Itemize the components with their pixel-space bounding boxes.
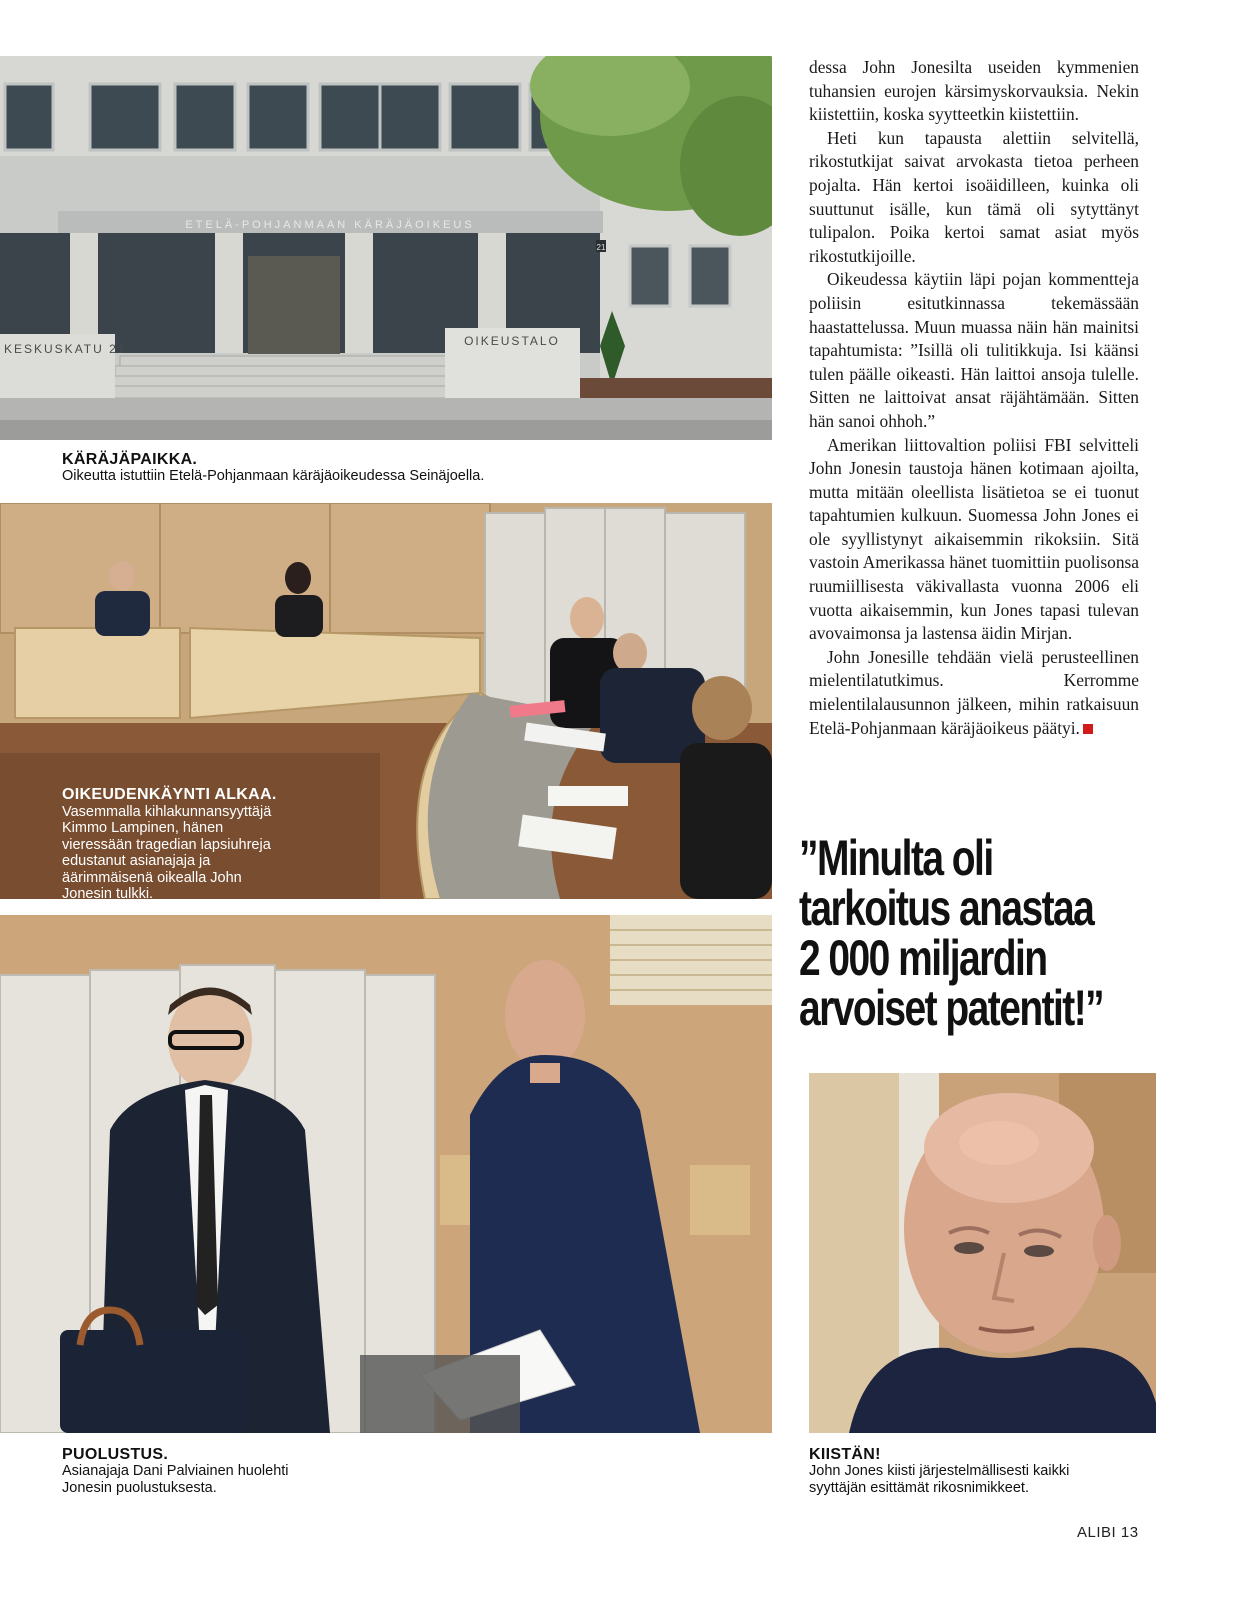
pull-quote	[799, 830, 1104, 1036]
building-sign: OIKEUSTALO	[464, 334, 560, 348]
caption-line: edustanut asianajaja ja	[62, 853, 211, 869]
courthouse-photo	[0, 56, 772, 440]
denial-caption	[809, 1446, 1169, 1497]
article-paragraph: Heti kun tapausta alettiin selvitellä, rikostutkijat saivat arvokasta tietoa perheen pojalta. Hän kertoi isoäidilleen, kuinka oli suuttunut isälle, kun tämä oli sytyttänyt tulipalon. Poika kertoi samat asiat myös rikostutkijoille.	[809, 127, 1139, 266]
courtroom-caption	[62, 787, 322, 903]
pull-quote-line: 2 000 miljardin	[799, 930, 1047, 986]
caption-line: vieressään tragedian lapsiuhreja	[62, 836, 271, 853]
caption-title: PUOLUSTUS.	[62, 1446, 169, 1463]
street-sign: KESKUSKATU 21	[4, 342, 127, 356]
defense-caption	[62, 1446, 402, 1497]
article-body	[809, 56, 1139, 740]
defense-photo	[0, 915, 772, 1433]
article-paragraph-last	[809, 646, 1139, 740]
caption-line: Kimmo Lampinen, hänen	[62, 820, 224, 836]
caption-title: KIISTÄN!	[809, 1446, 881, 1463]
caption-title: OIKEUDENKÄYNTI ALKAA.	[62, 786, 277, 803]
caption-line: Asianajaja Dani Palviainen huolehti	[62, 1463, 289, 1479]
article-paragraph: John Jonesille tehdään vielä perusteellinen mielentilatutkimus. Kerromme mielentilalausunnon jälkeen, mihin ratkaisuun Etelä-Pohjanmaan käräjäoikeus päätyi.	[809, 646, 1139, 738]
caption-text: Oikeutta istuttiin Etelä-Pohjanmaan käräjäoikeudessa Seinäjoella.	[62, 468, 485, 484]
caption-line: Jonesin puolustuksesta.	[62, 1480, 217, 1496]
house-number: 21	[596, 243, 606, 252]
caption-line: Jonesin tulkki.	[62, 886, 154, 902]
caption-line: äärimmäisenä oikealla John	[62, 869, 242, 886]
caption-line: syyttäjän esittämät rikosnimikkeet.	[809, 1480, 1029, 1496]
caption-line: Vasemmalla kihlakunnansyyttäjä	[62, 803, 272, 820]
caption-title: KÄRÄJÄPAIKKA.	[62, 451, 198, 468]
caption-line: John Jones kiisti järjestelmällisesti kaikki	[809, 1463, 1070, 1479]
pull-quote-line: ”Minulta oli	[799, 830, 993, 886]
end-mark-icon	[1083, 724, 1093, 734]
courthouse-sign: ETELÄ-POHJANMAAN KÄRÄJÄOIKEUS	[185, 219, 475, 231]
defendant-portrait-photo	[809, 1073, 1156, 1433]
article-paragraph: dessa John Jonesilta useiden kymmenien tuhansien eurojen kärsimyskorvauksia. Nekin kiistettiin, koska syytteetkin kiistettiin.	[809, 57, 1139, 125]
pull-quote-line: arvoiset patentit!”	[799, 980, 1104, 1036]
courthouse-caption	[62, 451, 662, 485]
pull-quote-line: tarkoitus anastaa	[799, 880, 1094, 936]
page-number: ALIBI 13	[1077, 1524, 1139, 1541]
article-paragraph: Oikeudessa käytiin läpi pojan kommentteja poliisin esitutkinnassa tekemässään haastattelussa. Muun muassa näin hän mainitsi tapahtumista: ”Isillä oli tulitikkuja. Isi käänsi tulen päälle oikeasti. Hän laittoi ansoja tulelle. Sitten ne laittoivat ansat räjähtämään. Sitten hän sanoi ohhoh.”	[809, 269, 1139, 431]
article-paragraph: Amerikan liittovaltion poliisi FBI selvitteli John Jonesin taustoja hänen kotimaan ajoilta, mutta mitään oleellista lisätietoa se ei tuonut tapahtumien kulkuun. Suomessa John Jones ei ole syyllistynyt aikaisemmin rikoksiin. Sitä vastoin Amerikassa hänet tuomittiin puolisonsa ruumiillisesta väkivallasta vuonna 2006 eli vuotta aikaisemmin, kun Jones tapasi tulevan avovaimonsa ja lastensa äidin Mirjan.	[809, 434, 1139, 644]
